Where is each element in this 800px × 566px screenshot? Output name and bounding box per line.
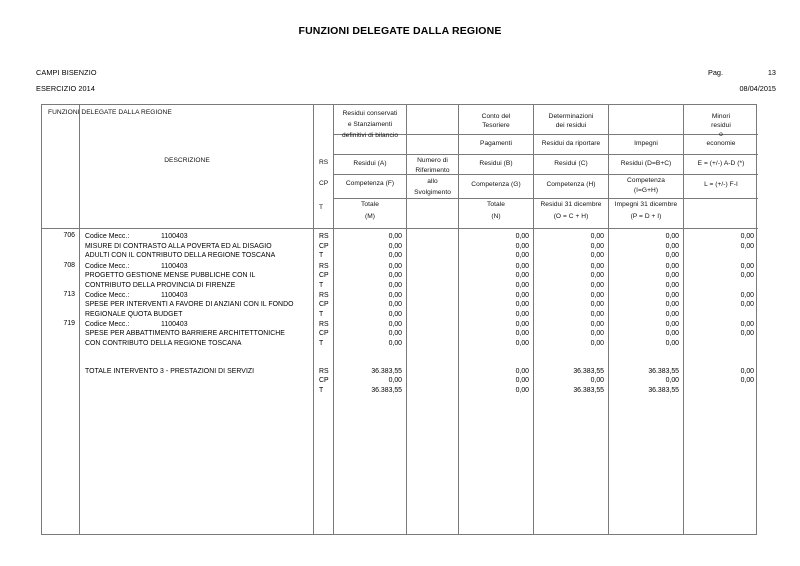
cell-residui-conservati: 36.383,55 0,00 36.383,55 xyxy=(371,367,402,394)
row-code: 713 xyxy=(63,290,75,298)
column-header-numero-riferimento-l1: Numero di xyxy=(417,157,448,164)
column-header-residui-b: Residui (B) xyxy=(479,160,513,167)
column-header-competenza-h: Competenza (H) xyxy=(546,181,596,188)
column-header-minori-residui-l3: o xyxy=(719,131,723,138)
column-header-residui-conservati-l3: definitivi di bilancio xyxy=(341,132,399,139)
page-title: FUNZIONI DELEGATE DALLA REGIONE xyxy=(298,25,502,37)
row-description: Codice Mecc.: 1100403 MISURE DI CONTRASTO ALLA POVERTA ED AL DISAGIO ADULTI CON IL CONTRIBUTO DELLA REGIONE TOSCANA xyxy=(85,233,276,260)
entity-name: CAMPI BISENZIO xyxy=(36,68,97,77)
row-description: Codice Mecc.: 1100403 PROGETTO GESTIONE MENSE PUBBLICHE CON IL CONTRIBUTO DELLA PROVINCIA DI FIRENZE xyxy=(85,262,256,289)
cell-residui-da-riportare: 0,00 0,00 0,00 xyxy=(590,291,604,318)
cell-residui-conservati: 0,00 0,00 0,00 xyxy=(388,291,402,318)
column-header-minori-residui-l4: economie xyxy=(706,140,736,147)
print-date: 08/04/2015 xyxy=(739,84,776,93)
cell-numero-riferimento xyxy=(407,262,454,291)
column-header-l-formula: L = (+/-) F-I xyxy=(704,181,738,188)
row-codice-mecc: Codice Mecc.: 1100403 xyxy=(85,262,188,270)
header-rule-2 xyxy=(333,154,758,155)
cell-pagamenti: 0,00 0,00 0,00 xyxy=(515,291,529,318)
cell-pagamenti: 0,00 0,00 0,00 xyxy=(515,262,529,289)
row-code: 708 xyxy=(63,261,75,269)
header-bottom-rule xyxy=(42,228,758,229)
page-number: 13 xyxy=(767,68,776,77)
column-header-o-formula: (O = C + H) xyxy=(553,213,589,220)
header-rs-label: RS xyxy=(319,159,329,166)
total-row-label: TOTALE INTERVENTO 3 - PRESTAZIONI DI SERVIZI xyxy=(85,367,255,375)
column-header-minori-residui-l1: Minori xyxy=(711,113,731,120)
column-header-residui-conservati-l2: e Stanziamenti xyxy=(347,121,393,128)
column-header-residui-conservati-l1: Residui conservati xyxy=(342,110,398,117)
row-rs-cp-t: RS CP T xyxy=(319,320,329,347)
column-header-totale-n-l1: Totale xyxy=(487,201,505,208)
row-code: 706 xyxy=(63,232,75,239)
row-codice-mecc: Codice Mecc.: 1100403 xyxy=(85,291,188,299)
cell-minori-residui: 0,00 0,00 xyxy=(740,367,754,385)
column-header-pagamenti: Pagamenti xyxy=(480,140,512,147)
cell-impegni: 0,00 0,00 0,00 xyxy=(665,233,679,260)
column-header-minori-residui-l2: residui xyxy=(711,122,731,129)
column-header-numero-riferimento-l2: Riferimento xyxy=(415,167,450,174)
exercise-year: ESERCIZIO 2014 xyxy=(36,84,95,93)
row-codice-mecc: Codice Mecc.: 1100403 xyxy=(85,320,188,328)
column-header-residui-c: Residui (C) xyxy=(554,160,588,167)
cell-residui-da-riportare: 0,00 0,00 0,00 xyxy=(590,320,604,347)
cell-residui-da-riportare: 0,00 0,00 0,00 xyxy=(590,233,604,260)
row-description: Codice Mecc.: 1100403 SPESE PER ABBATTIMENTO BARRIERE ARCHITETTONICHE CON CONTRIBUTO DELLA REGIONE TOSCANA xyxy=(85,320,285,347)
row-rs-cp-t: RS CP T xyxy=(319,262,329,289)
column-header-determinazioni-l1: Determinazioni xyxy=(548,113,594,120)
table-section-title: FUNZIONI DELEGATE DALLA REGIONE xyxy=(48,109,172,116)
cell-pagamenti: 0,00 0,00 0,00 xyxy=(515,320,529,347)
cell-numero-riferimento xyxy=(407,291,454,320)
cell-minori-residui: 0,00 0,00 xyxy=(740,291,754,309)
column-header-totale-m-l1: Totale xyxy=(361,201,379,208)
budget-table xyxy=(41,104,757,535)
cell-impegni: 0,00 0,00 0,00 xyxy=(665,291,679,318)
cell-numero-riferimento xyxy=(407,320,454,349)
cell-numero-riferimento xyxy=(407,367,454,396)
cell-numero-riferimento xyxy=(407,232,454,261)
column-header-numero-riferimento-l3: allo xyxy=(427,178,438,185)
column-header-residui-a: Residui (A) xyxy=(353,160,387,167)
cell-pagamenti: 0,00 0,00 0,00 xyxy=(515,367,529,394)
column-header-residui-d: Residui (D=B+C) xyxy=(620,160,672,167)
row-codice-mecc: Codice Mecc.: 1100403 xyxy=(85,233,188,240)
cell-minori-residui: 0,00 0,00 xyxy=(740,233,754,250)
column-header-impegni: Impegni xyxy=(634,140,658,147)
cell-residui-conservati: 0,00 0,00 0,00 xyxy=(388,320,402,347)
header-t-label: T xyxy=(319,204,324,211)
header-cp-label: CP xyxy=(319,180,329,187)
column-header-determinazioni-l2: dei residui xyxy=(555,122,587,129)
column-header-residui-da-riportare: Residui da riportare xyxy=(541,140,601,147)
column-header-totale-m-l2: (M) xyxy=(364,213,376,220)
header-rule-4 xyxy=(333,198,758,199)
column-header-residui-31-dicembre: Residui 31 dicembre xyxy=(540,201,602,208)
column-header-e-formula: E = (+/-) A-D (*) xyxy=(697,160,745,167)
column-header-conto-tesoriere-l2: Tesoriere xyxy=(482,122,510,129)
cell-impegni: 0,00 0,00 0,00 xyxy=(665,262,679,289)
column-header-impegni-31-dicembre: Impegni 31 dicembre xyxy=(614,201,678,208)
row-rs-cp-t: RS CP T xyxy=(319,233,329,260)
cell-residui-conservati: 0,00 0,00 0,00 xyxy=(388,233,402,260)
cell-residui-conservati: 0,00 0,00 0,00 xyxy=(388,262,402,289)
col-rule-desc xyxy=(313,105,314,534)
column-header-competenza-g: Competenza (G) xyxy=(471,181,521,188)
column-header-totale-n-l2: (N) xyxy=(491,213,501,220)
cell-minori-residui: 0,00 0,00 xyxy=(740,320,754,338)
cell-impegni: 0,00 0,00 0,00 xyxy=(665,320,679,347)
header-rule-3 xyxy=(333,174,758,175)
column-header-competenza-f: Competenza (F) xyxy=(345,180,395,187)
column-header-descrizione: DESCRIZIONE xyxy=(164,157,210,164)
cell-residui-da-riportare: 0,00 0,00 0,00 xyxy=(590,262,604,289)
row-rs-cp-t: RS CP T xyxy=(319,291,329,318)
column-header-competenza-i-l2: (I=G+H) xyxy=(633,187,659,194)
row-description: Codice Mecc.: 1100403 SPESE PER INTERVENTI A FAVORE DI ANZIANI CON IL FONDO REGIONALE QUOTA BUDGET xyxy=(85,291,294,318)
cell-pagamenti: 0,00 0,00 0,00 xyxy=(515,233,529,260)
column-header-p-formula: (P = D + I) xyxy=(630,213,662,220)
cell-minori-residui: 0,00 0,00 xyxy=(740,262,754,280)
row-rs-cp-t: RS CP T xyxy=(319,367,329,394)
cell-impegni: 36.383,55 0,00 36.383,55 xyxy=(648,367,679,394)
row-code: 719 xyxy=(63,319,75,327)
cell-residui-da-riportare: 36.383,55 0,00 36.383,55 xyxy=(573,367,604,394)
page-label: Pag. xyxy=(708,68,724,77)
column-header-conto-tesoriere-l1: Conto del xyxy=(481,113,511,120)
col-rule-code xyxy=(79,105,80,534)
column-header-numero-riferimento-l4: Svolgimento xyxy=(414,189,451,196)
column-header-competenza-i-l1: Competenza xyxy=(627,177,665,184)
